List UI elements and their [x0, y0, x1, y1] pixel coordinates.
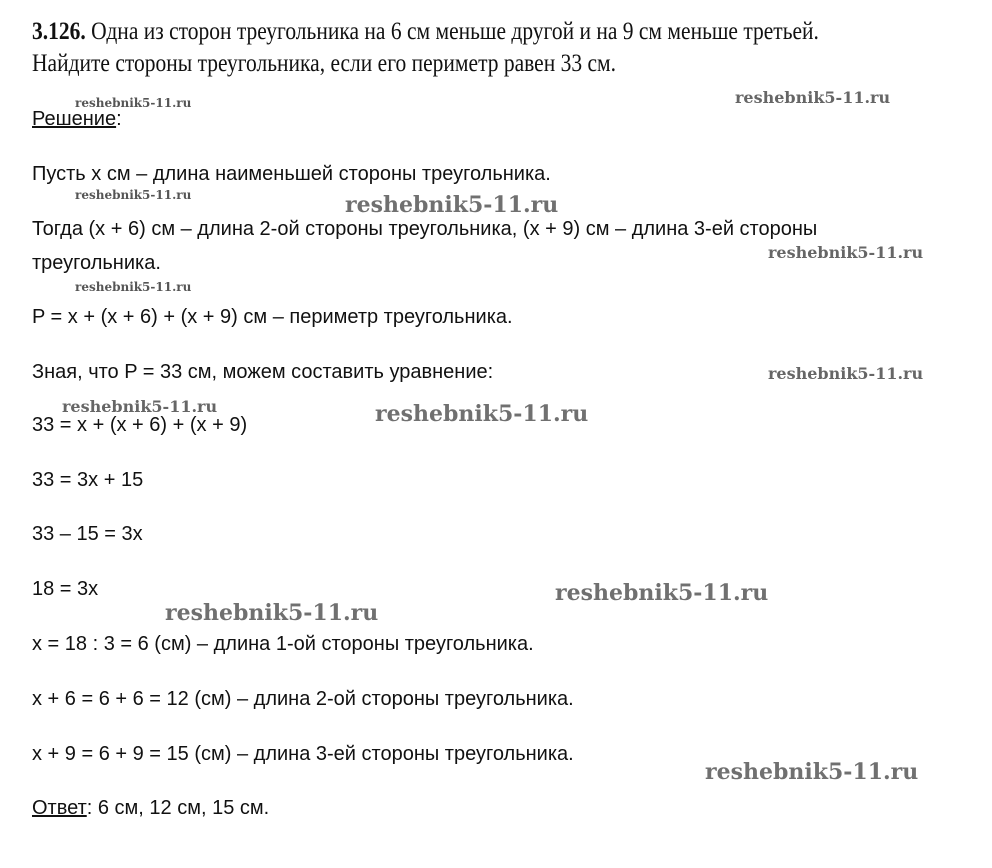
- watermark: reshebnik5-11.ru: [705, 759, 919, 785]
- equation-line: 33 = 3х + 15: [32, 469, 144, 491]
- watermark: reshebnik5-11.ru: [75, 96, 192, 110]
- watermark: reshebnik5-11.ru: [768, 243, 924, 262]
- solution-heading-text: Решение: [32, 108, 117, 130]
- problem-text: Одна из сторон треугольника на 6 см меньше другой и на 9 см меньше третьей.: [91, 18, 819, 45]
- equation-line: 33 – 15 = 3х: [32, 523, 143, 545]
- equation-line: 33 = х + (х + 6) + (х + 9): [32, 414, 248, 436]
- problem-statement-line-2: Найдите стороны треугольника, если его периметр равен 33 см.: [32, 50, 617, 77]
- solution-line: Тогда (х + 6) см – длина 2-ой стороны треугольника, (х + 9) см – длина 3-ей стороны: [32, 218, 818, 240]
- solution-line: х + 9 = 6 + 9 = 15 (см) – длина 3-ей стороны треугольника.: [32, 743, 574, 765]
- solution-line: х + 6 = 6 + 6 = 12 (см) – длина 2-ой стороны треугольника.: [32, 688, 574, 710]
- watermark: reshebnik5-11.ru: [165, 600, 379, 626]
- solution-line: Пусть х см – длина наименьшей стороны треугольника.: [32, 163, 551, 185]
- answer-line: [32, 797, 269, 820]
- solution-line: Зная, что P = 33 см, можем составить уравнение:: [32, 361, 494, 383]
- watermark: reshebnik5-11.ru: [75, 188, 192, 202]
- watermark: reshebnik5-11.ru: [555, 580, 769, 606]
- equation-line: 18 = 3х: [32, 578, 99, 600]
- answer-label: Ответ: [32, 797, 87, 819]
- watermark: reshebnik5-11.ru: [735, 88, 891, 107]
- problem-number: 3.126.: [32, 18, 86, 45]
- solution-heading-colon: :: [116, 108, 122, 130]
- watermark: reshebnik5-11.ru: [375, 401, 589, 427]
- problem-statement-line-1: [32, 18, 819, 46]
- watermark: reshebnik5-11.ru: [62, 397, 218, 416]
- solution-line: х = 18 : 3 = 6 (см) – длина 1-ой стороны треугольника.: [32, 633, 534, 655]
- solution-line: треугольника.: [32, 252, 161, 274]
- solution-line: P = х + (х + 6) + (х + 9) см – периметр треугольника.: [32, 306, 513, 328]
- watermark: reshebnik5-11.ru: [345, 192, 559, 218]
- watermark: reshebnik5-11.ru: [768, 364, 924, 383]
- answer-value: : 6 см, 12 см, 15 см.: [86, 797, 270, 819]
- solution-heading: [32, 108, 122, 131]
- watermark: reshebnik5-11.ru: [75, 280, 192, 294]
